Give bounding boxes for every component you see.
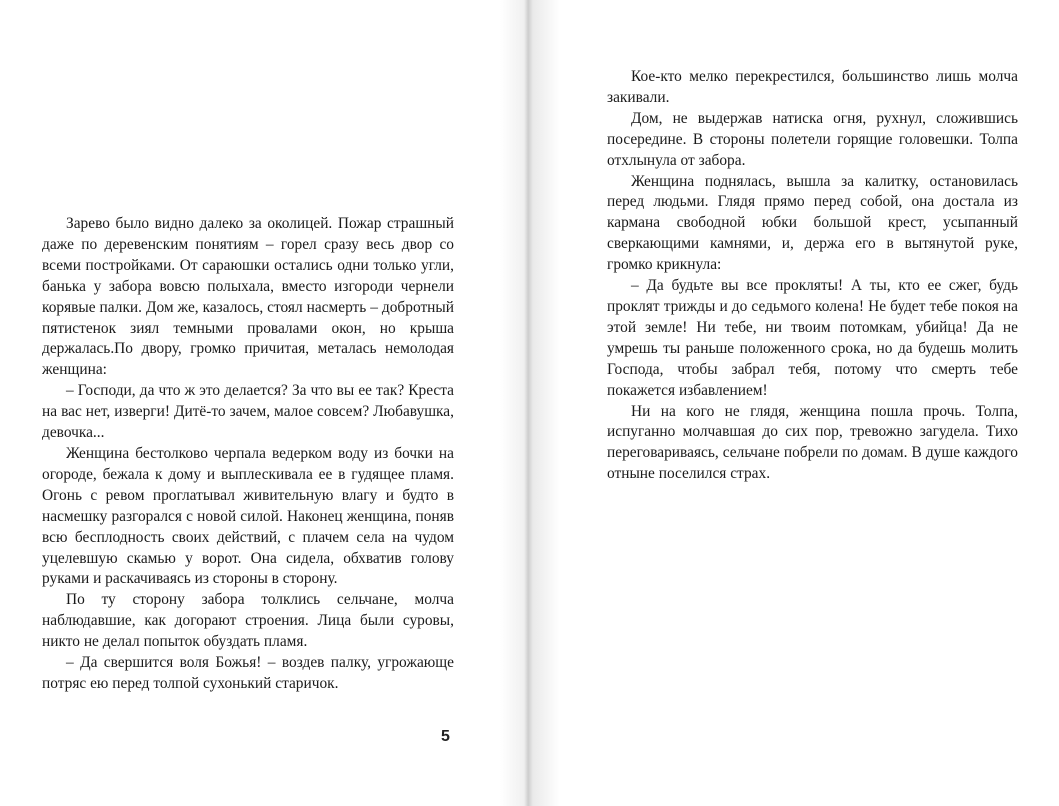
paragraph: – Да свершится воля Божья! – воздев палку, угрожающе потряс ею перед толпой сухонький старичок.: [42, 654, 454, 692]
paragraph: – Господи, да что ж это делается? За что вы ее так? Креста на вас нет, изверги! Дитё-то зачем, малое совсем? Любавушка, девочка...: [42, 382, 454, 442]
left-page-text: [42, 214, 454, 695]
paragraph: Женщина поднялась, вышла за калитку, остановилась перед людьми. Глядя прямо перед собой, она достала из кармана свободной юбки большой крест, усыпанный сверкающими камнями, и, держа его в вытянутой руке, громко крикнула:: [607, 172, 1018, 274]
paragraph: Женщина бестолково черпала ведерком воду из бочки на огороде, бежала к дому и выплескивала ее в гудящее пламя. Огонь с ревом проглатывал живительную влагу и будто в насмешку разгорался с новой силой. Наконец женщина, поняв всю бесплодность своих действий, с плачем села на чудом уцелевшую скамью у ворот. Она сидела, обхватив голову руками и раскачиваясь из стороны в сторону.: [42, 444, 454, 588]
paragraph: Ни на кого не глядя, женщина пошла прочь. Толпа, испуганно молчавшая до сих пор, тревожно загудела. Тихо переговариваясь, сельчане побрели по домам. В душе каждого отныне поселился страх.: [607, 402, 1018, 483]
page-number: 5: [441, 728, 450, 745]
paragraph: Зарево было видно далеко за околицей. Пожар страшный даже по деревенским понятиям – горел сразу весь двор со всеми постройками. От сараюшки остались одни только угли, банька у забора вовсю полыхала, вместо изгороди чернели корявые палки. Дом же, казалось, стоял насмерть – добротный пятистенок зиял темными провалами окон, но крыша держалась.По двору, громко причитая, металась немолодая женщина:: [42, 215, 454, 379]
paragraph: По ту сторону забора толклись сельчане, молча наблюдавшие, как догорают строения. Лица были суровы, никто не делал попыток обуздать пламя.: [42, 591, 454, 651]
right-page-text: [607, 67, 1018, 485]
paragraph: – Да будьте вы все прокляты! А ты, кто ее сжег, будь проклят трижды и до седьмого колена! Не будет тебе покоя на этой земле! Ни тебе, ни твоим потомкам, убийца! Да не умрешь ты раньше положенного срока, но да будешь молить Господа, чтобы забрал тебя, потому что смерть тебе покажется избавлением!: [607, 277, 1018, 399]
paragraph: Кое-кто мелко перекрестился, большинство лишь молча закивали.: [607, 68, 1018, 106]
paragraph: Дом, не выдержав натиска огня, рухнул, сложившись посередине. В стороны полетели горящие головешки. Толпа отхлынула от забора.: [607, 109, 1018, 169]
